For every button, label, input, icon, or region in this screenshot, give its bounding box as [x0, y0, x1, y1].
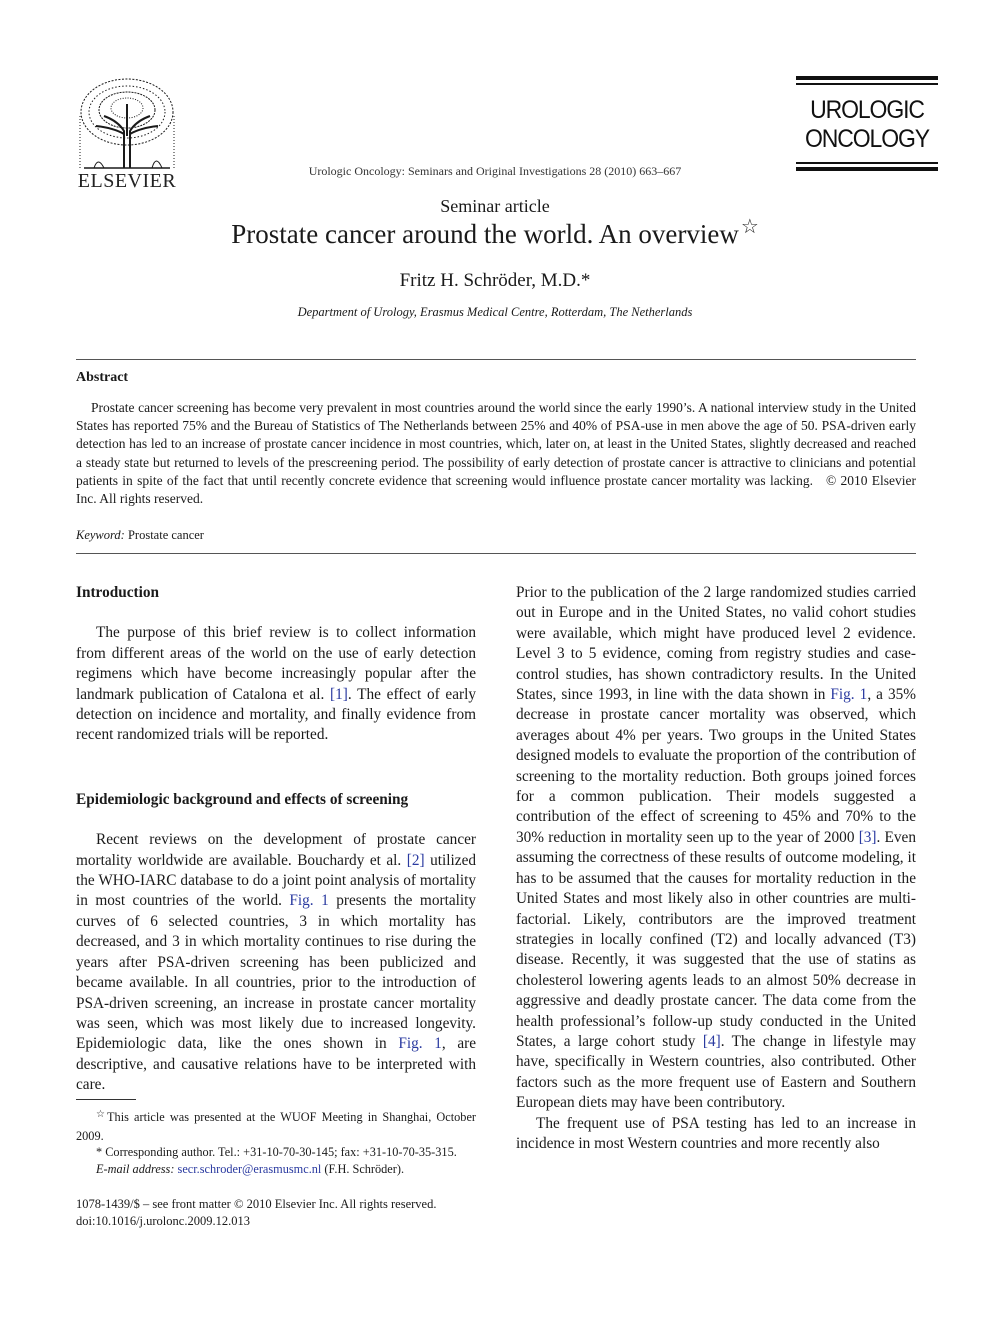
paragraph-text: The purpose of this brief review is to collect information from different areas of the world on the use of early detection regimens which have become increasingly popular after the landmark publication of Catalona et al.: [76, 624, 476, 703]
abstract-heading: Abstract: [76, 370, 129, 385]
reference-link-1[interactable]: [1]: [330, 685, 348, 703]
reference-link-4[interactable]: [4]: [702, 1032, 721, 1050]
footnote-divider: [76, 1099, 136, 1100]
divider-top: [76, 359, 916, 360]
paragraph-text: utilized the WHO-IARC database to do a joint point analysis of mortality in most countries of the world.: [76, 851, 477, 910]
keyword-label: Keyword:: [76, 528, 125, 542]
paragraph-text: , are descriptive, and causative relations have to be interpreted with care.: [76, 1035, 476, 1094]
paragraph-text: . The change in lifestyle may have, specifically in Western countries, also contributed. Other factors such as the more frequent use of Eastern and Southern European diets may have been contributory.: [516, 1032, 916, 1112]
article-type: Seminar article: [440, 196, 550, 216]
author-affiliation: Department of Urology, Erasmus Medical Centre, Rotterdam, The Netherlands: [297, 305, 693, 319]
author-name: Fritz H. Schröder, M.D.*: [399, 270, 591, 291]
tree-icon: [74, 76, 180, 172]
front-matter: [76, 1196, 496, 1230]
email-label: E-mail address:: [96, 1161, 175, 1176]
abstract-body: [76, 399, 916, 508]
figure-link-1[interactable]: Fig. 1: [830, 686, 868, 704]
divider-bottom: [76, 553, 916, 554]
paragraph-text: Prior to the publication of the 2 large randomized studies carried out in Europe and in the United States, no valid cohort studies were available, which might have produced level 2 evidence. Level 3 to 5 evidence, coming from registry studies and case-control studies, has shown contradictory results. In the United States, since 1993, in line with the data shown in: [516, 584, 916, 704]
journal-brand: [796, 76, 938, 174]
reference-link-3[interactable]: [3]: [858, 828, 877, 846]
paragraph-text: , a 35% decrease in prostate cancer mortality was observed, which averages about 4% per years. Two groups in the United States designed models to evaluate the proportion of the contribution of screening to the mortality reduction. Both groups joined forces for a common publication. Their models suggested a contribution of the effect of screening to 45% and 70% to the 30% reduction in mortality seen up to the year of 2000: [516, 686, 916, 846]
footnote-star-icon: ☆: [96, 1109, 108, 1120]
reference-link-2[interactable]: [2]: [406, 851, 425, 869]
body-column-right: [516, 583, 916, 1154]
paragraph-introduction: [76, 623, 476, 745]
journal-citation: Urologic Oncology: Seminars and Original Investigations 28 (2010) 663–667: [308, 164, 682, 178]
email-suffix: (F.H. Schröder).: [324, 1161, 405, 1176]
figure-link-1[interactable]: Fig. 1: [398, 1035, 442, 1053]
doi-line: doi:10.1016/j.urolonc.2009.12.013: [76, 1214, 250, 1228]
footnotes: [76, 1109, 476, 1177]
keyword-line: [76, 528, 204, 543]
footnote-corresponding-author: * Corresponding author. Tel.: +31-10-70-30-145; fax: +31-10-70-35-315.: [96, 1145, 457, 1159]
keyword-value: Prostate cancer: [127, 528, 204, 542]
email-link[interactable]: secr.schroder@erasmusmc.nl: [177, 1161, 322, 1176]
figure-link-1[interactable]: Fig. 1: [289, 892, 329, 910]
section-heading-introduction: Introduction: [76, 584, 160, 601]
paragraph-cohort-studies: [516, 583, 916, 1114]
issn-line: 1078-1439/$ – see front matter © 2010 Elsevier Inc. All rights reserved.: [76, 1197, 437, 1211]
paragraph-text: . The effect of early detection on incidence and mortality, and finally evidence from recent randomized trials will be reported.: [76, 685, 476, 744]
journal-brand-line-2: ONCOLOGY: [804, 125, 930, 153]
paragraph-text: . Even assuming the correctness of these results of outcome modeling, it has to be assumed that the causes for mortality reduction in the United States and most likely also in other countries are multi-factorial. Likely, contributors are the improved treatment strategies in locally confined (T2) and locally advanced (T3) disease. Recently, it was suggested that the use of statins as cholesterol lowering agents leads to an almost 50% decrease in aggressive and deadly prostate cancer. The data come from the health professional’s follow-up study conducted in the United States, a large cohort study: [516, 828, 916, 1050]
footnote-text: This article was presented at the WUOF Meeting in Shanghai, October 2009.: [76, 1110, 477, 1143]
article-title: [0, 216, 990, 250]
paragraph-epidemiologic: [76, 830, 476, 1095]
body-column-left: [76, 583, 476, 1096]
section-heading-epidemiologic: Epidemiologic background and effects of screening: [76, 790, 409, 808]
paragraph-psa-testing: The frequent use of PSA testing has led to an increase in incidence in most Western countries and more recently also: [516, 1114, 916, 1152]
paragraph-text: Recent reviews on the development of prostate cancer mortality worldwide are available. Bouchardy et al.: [76, 831, 476, 869]
journal-brand-line-1: UROLOGIC: [810, 96, 924, 124]
footnote-email: [76, 1161, 476, 1178]
publisher-name: ELSEVIER: [77, 170, 177, 192]
footnote-presentation: [76, 1109, 476, 1144]
article-title-text: Prostate cancer around the world. An overview: [231, 219, 739, 249]
title-footnote-star-icon[interactable]: ☆: [740, 216, 759, 238]
paragraph-text: presents the mortality curves of 6 selected countries, 3 in which mortality has decreased, and 3 in which mortality continues to rise during the years after PSA-driven screening has been publicized and became available. In all countries, prior to the introduction of PSA-driven screening, an increase in prostate cancer mortality was seen, which was most likely due to increased longevity. Epidemiologic data, like the ones shown in: [76, 892, 477, 1053]
abstract-copyright: © 2010 Elsevier Inc. All rights reserved.: [76, 472, 917, 507]
abstract-text: Prostate cancer screening has become very prevalent in most countries around the world since the early 1990’s. A national interview study in the United States has reported 75% and the Bureau of Statistics of The Netherlands between 25% and 40% of PSA-use in men above the age of 50. PSA-driven early detection has led to an increase of prostate cancer incidence in most countries, which, later on, at least in the United States, slightly decreased and reached a steady state but returned to levels of the prescreening period. The possibility of early detection of prostate cancer is attractive to clinicians and potential patients in spite of the fact that until recently concrete evidence that screening would influence prostate cancer mortality was lacking.: [76, 400, 916, 488]
